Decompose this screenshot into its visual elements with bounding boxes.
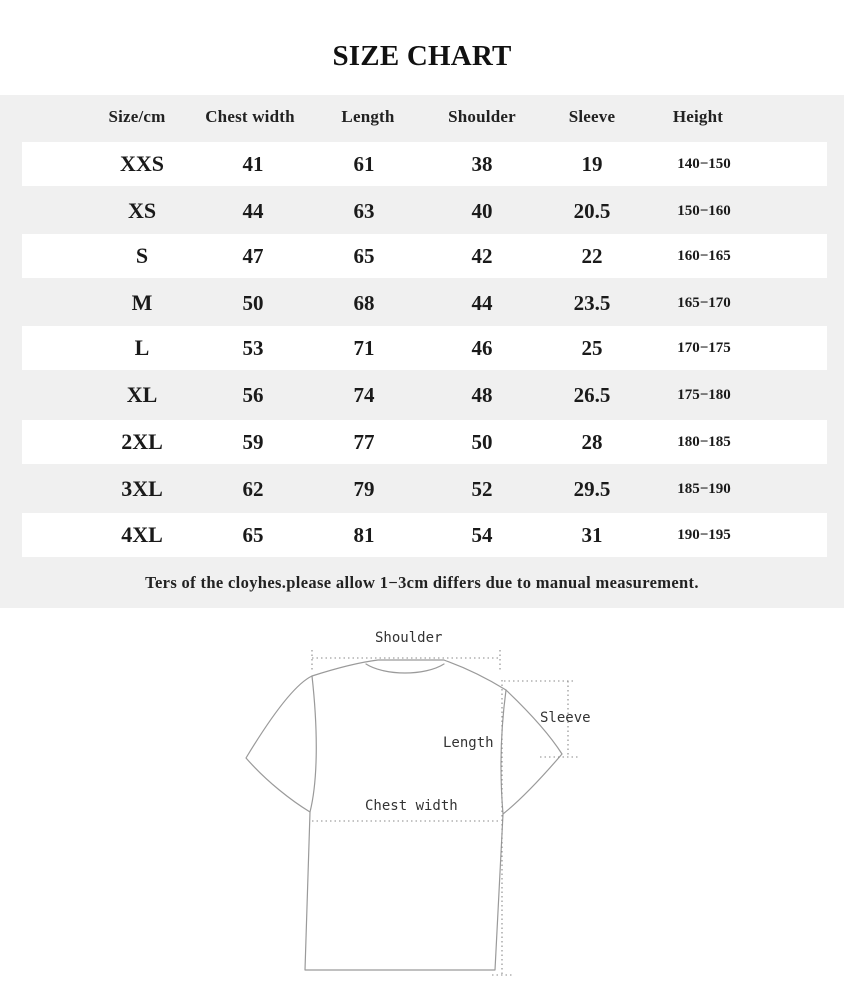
cell-chest-width: 41 (242, 152, 264, 176)
cell-size: 4XL (121, 522, 163, 547)
cell-chest-width: 59 (242, 430, 264, 454)
cell-chest-width: 47 (242, 244, 264, 268)
header-chest-width: Chest width (205, 107, 295, 126)
cell-shoulder: 40 (471, 199, 493, 223)
cell-size: 3XL (121, 476, 163, 501)
cell-shoulder: 42 (471, 244, 493, 268)
cell-length: 68 (353, 291, 375, 315)
cell-height: 170−175 (677, 340, 731, 356)
cell-length: 71 (353, 336, 375, 360)
cell-shoulder: 46 (471, 336, 493, 360)
measurement-note: Ters of the cloyhes.please allow 1−3cm differs due to manual measurement. (145, 573, 699, 592)
cell-shoulder: 52 (471, 477, 493, 501)
chest-width-label: Chest width (365, 798, 458, 814)
cell-sleeve: 20.5 (573, 199, 611, 223)
length-label: Length (443, 735, 494, 751)
cell-height: 175−180 (677, 387, 731, 403)
cell-sleeve: 29.5 (573, 477, 611, 501)
cell-sleeve: 19 (581, 152, 603, 176)
cell-shoulder: 50 (471, 430, 493, 454)
header-size: Size/cm (108, 107, 166, 126)
cell-size: M (131, 290, 153, 315)
cell-size: L (134, 335, 150, 360)
cell-chest-width: 44 (242, 199, 264, 223)
cell-length: 79 (353, 477, 375, 501)
cell-chest-width: 50 (242, 291, 264, 315)
cell-sleeve: 28 (581, 430, 603, 454)
cell-chest-width: 62 (242, 477, 264, 501)
header-height: Height (672, 107, 724, 126)
cell-height: 185−190 (677, 481, 731, 497)
cell-sleeve: 26.5 (573, 383, 611, 407)
cell-shoulder: 54 (471, 523, 493, 547)
cell-length: 77 (353, 430, 375, 454)
cell-size: S (135, 243, 149, 268)
cell-height: 140−150 (677, 156, 731, 172)
cell-size: XS (127, 198, 157, 223)
size-chart-title: SIZE CHART (332, 40, 512, 72)
cell-height: 160−165 (677, 248, 731, 264)
cell-length: 65 (353, 244, 375, 268)
cell-chest-width: 53 (242, 336, 264, 360)
cell-shoulder: 48 (471, 383, 493, 407)
cell-length: 61 (353, 152, 375, 176)
cell-sleeve: 25 (581, 336, 603, 360)
cell-shoulder: 44 (471, 291, 493, 315)
cell-size: XXS (119, 151, 164, 176)
cell-sleeve: 23.5 (573, 291, 611, 315)
cell-height: 150−160 (677, 203, 731, 219)
cell-shoulder: 38 (471, 152, 493, 176)
cell-length: 74 (353, 383, 375, 407)
header-sleeve: Sleeve (568, 107, 616, 126)
cell-height: 180−185 (677, 434, 731, 450)
cell-length: 81 (353, 523, 375, 547)
cell-chest-width: 56 (242, 383, 264, 407)
cell-size: XL (126, 382, 158, 407)
cell-sleeve: 31 (581, 523, 603, 547)
sleeve-label: Sleeve (540, 710, 591, 726)
cell-height: 165−170 (677, 295, 731, 311)
header-length: Length (341, 107, 395, 126)
cell-height: 190−195 (677, 527, 731, 543)
cell-size: 2XL (121, 429, 163, 454)
cell-sleeve: 22 (581, 244, 603, 268)
cell-length: 63 (353, 199, 375, 223)
shoulder-label: Shoulder (375, 630, 443, 646)
cell-chest-width: 65 (242, 523, 264, 547)
header-shoulder: Shoulder (448, 107, 516, 126)
